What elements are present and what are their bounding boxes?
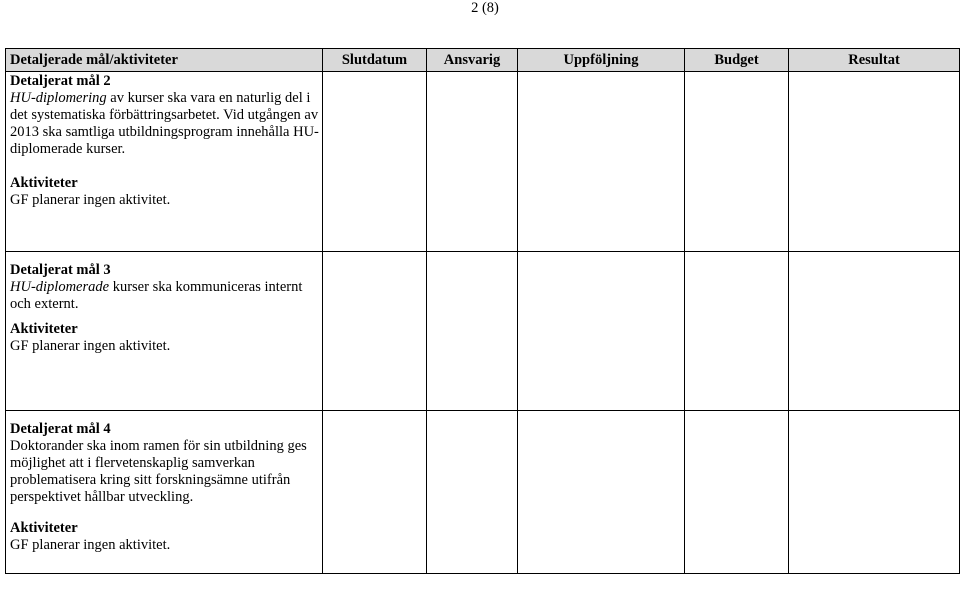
activities-title: Aktiviteter — [10, 520, 78, 536]
result-cell — [789, 72, 960, 252]
goal-description-text: av kurser ska vara en naturlig del i det systematiska förbättringsarbetet. Vid utgången av 2013 ska samtliga utbildningsprogram innehålla HU-diplomerade kurser. — [10, 90, 319, 157]
end-date-cell — [323, 411, 427, 574]
header-end-date: Slutdatum — [323, 49, 427, 72]
goal-italic-term: HU-diplomering — [10, 90, 107, 106]
goal-description-text: Doktorander ska inom ramen för sin utbildning ges möjlighet att i flervetenskaplig samverkan problematisera kring sitt forskningsämne utifrån perspektivet hållbar utveckling. — [10, 438, 307, 505]
end-date-cell — [323, 72, 427, 252]
table-row — [6, 252, 960, 411]
result-cell — [789, 252, 960, 411]
activities-text: GF planerar ingen aktivitet. — [10, 338, 171, 354]
activities-text: GF planerar ingen aktivitet. — [10, 192, 171, 208]
follow-up-cell — [518, 72, 685, 252]
responsible-cell — [427, 252, 518, 411]
header-detailed-goals: Detaljerade mål/aktiviteter — [6, 49, 323, 72]
follow-up-cell — [518, 411, 685, 574]
goal-description — [10, 438, 322, 506]
goal-description — [10, 279, 322, 313]
activities-title: Aktiviteter — [10, 175, 78, 191]
activities-title: Aktiviteter — [10, 321, 78, 337]
header-follow-up: Uppföljning — [518, 49, 685, 72]
header-result: Resultat — [789, 49, 960, 72]
budget-cell — [685, 252, 789, 411]
budget-cell — [685, 72, 789, 252]
goal-description — [10, 90, 322, 158]
header-responsible: Ansvarig — [427, 49, 518, 72]
goal-description-text: kurser ska kommuniceras internt och externt. — [10, 279, 303, 312]
responsible-cell — [427, 411, 518, 574]
table-header-row — [6, 49, 960, 72]
header-budget: Budget — [685, 49, 789, 72]
table-row — [6, 72, 960, 252]
goal-cell — [6, 411, 323, 574]
result-cell — [789, 411, 960, 574]
table-row — [6, 411, 960, 574]
follow-up-cell — [518, 252, 685, 411]
budget-cell — [685, 411, 789, 574]
goal-italic-term: HU-diplomerade — [10, 279, 110, 295]
goal-title: Detaljerat mål 3 — [10, 262, 111, 278]
goal-cell — [6, 72, 323, 252]
end-date-cell — [323, 252, 427, 411]
goal-title: Detaljerat mål 2 — [10, 73, 111, 89]
goals-table — [5, 48, 960, 574]
goal-cell — [6, 252, 323, 411]
activities-text: GF planerar ingen aktivitet. — [10, 537, 171, 553]
goal-title: Detaljerat mål 4 — [10, 421, 111, 437]
responsible-cell — [427, 72, 518, 252]
page-number: 2 (8) — [471, 0, 499, 16]
